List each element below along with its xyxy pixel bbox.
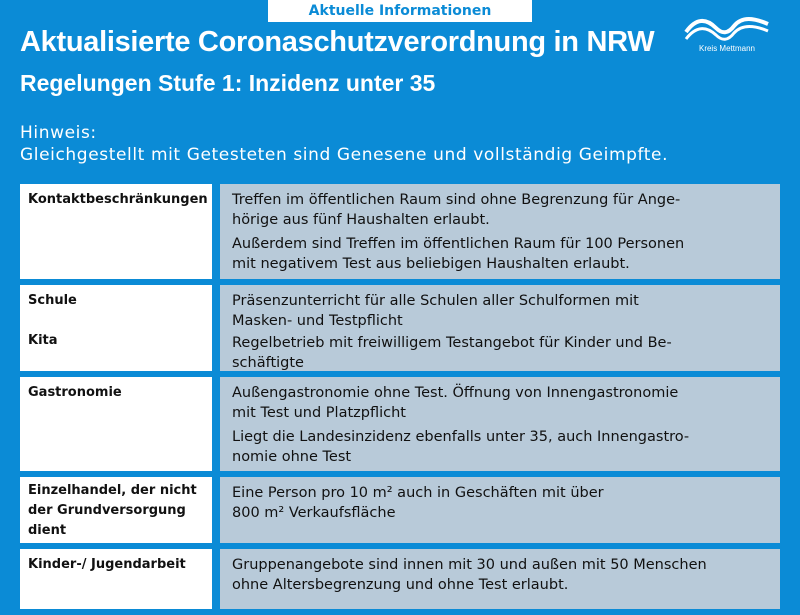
- table-row: [20, 377, 780, 471]
- description-line: Außerdem sind Treffen im öffentlichen Raum für 100 Personen: [232, 236, 685, 252]
- table-row: [20, 285, 780, 371]
- description-line: Liegt die Landesinzidenz ebenfalls unter 35, auch Innengastro-: [232, 429, 690, 445]
- description-line: Gruppenangebote sind innen mit 30 und außen mit 50 Menschen: [232, 557, 707, 573]
- category-cell: [20, 285, 212, 371]
- wave-logo-icon: [682, 14, 772, 44]
- description-cell: [220, 184, 780, 279]
- section-tab: Aktuelle Informationen: [268, 0, 532, 22]
- hint-text: Gleichgestellt mit Getesteten sind Genesene und vollständig Geimpfte.: [20, 145, 669, 165]
- table-row: [20, 477, 780, 543]
- logo-text: Kreis Mettmann: [698, 44, 756, 53]
- description-line: mit negativem Test aus beliebigen Haushalten erlaubt.: [232, 256, 630, 272]
- category-label: Gastronomie: [28, 385, 122, 400]
- description-line: Präsenzunterricht für alle Schulen aller Schulformen mit: [232, 293, 639, 309]
- description-line: Regelbetrieb mit freiwilligem Testangebot für Kinder und Be-: [232, 335, 672, 351]
- description-line: hörige aus fünf Haushalten erlaubt.: [232, 212, 490, 228]
- table-row: [20, 184, 780, 279]
- category-label: Kita: [28, 333, 58, 348]
- category-cell: [20, 549, 212, 609]
- category-cell: [20, 477, 212, 543]
- category-label: Kontaktbeschränkungen: [28, 192, 208, 207]
- description-line: Treffen im öffentlichen Raum sind ohne Begrenzung für Ange-: [232, 192, 681, 208]
- description-line: schäftigte: [232, 355, 304, 371]
- description-cell: [220, 377, 780, 471]
- category-label: der Grundversorgung: [28, 503, 186, 518]
- category-label: Schule: [28, 293, 77, 308]
- page-title: Aktualisierte Coronaschutzverordnung in NRW: [20, 26, 655, 58]
- description-line: ohne Altersbegrenzung und ohne Test erlaubt.: [232, 577, 569, 593]
- regulations-table: [20, 184, 780, 615]
- description-line: Außengastronomie ohne Test. Öffnung von Innengastronomie: [232, 385, 679, 401]
- category-label: Kinder-/ Jugendarbeit: [28, 557, 186, 572]
- category-cell: [20, 184, 212, 279]
- description-cell: [220, 285, 780, 371]
- description-line: nomie ohne Test: [232, 449, 352, 465]
- description-line: mit Test und Platzpflicht: [232, 405, 406, 421]
- kreis-mettmann-logo: [682, 14, 782, 56]
- category-cell: [20, 377, 212, 471]
- description-line: Eine Person pro 10 m² auch in Geschäften mit über: [232, 485, 604, 501]
- description-line: 800 m² Verkaufsfläche: [232, 505, 396, 521]
- description-cell: [220, 477, 780, 543]
- table-row: [20, 549, 780, 609]
- hint-label: Hinweis:: [20, 123, 97, 143]
- page-subtitle: Regelungen Stufe 1: Inzidenz unter 35: [20, 70, 436, 96]
- description-cell: [220, 549, 780, 609]
- hint-block: [20, 122, 668, 166]
- category-label: Einzelhandel, der nicht: [28, 483, 197, 498]
- category-label: dient: [28, 523, 67, 538]
- description-line: Masken- und Testpflicht: [232, 313, 403, 329]
